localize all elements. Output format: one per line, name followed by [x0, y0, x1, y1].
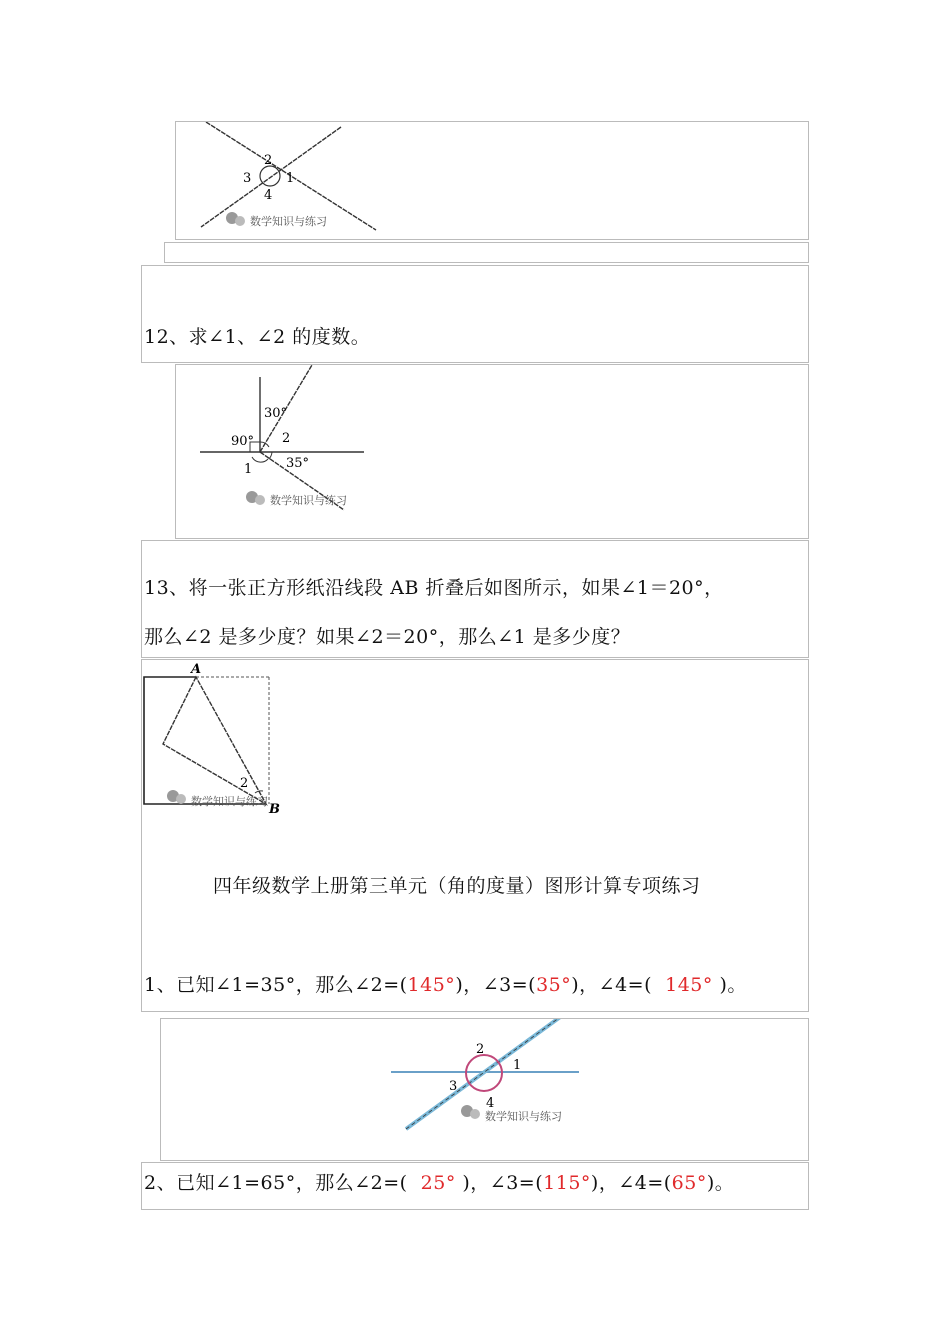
- watermark: 数学知识与练习: [270, 494, 347, 507]
- answer-2-line: [144, 1168, 734, 1195]
- section-title: 四年级数学上册第三单元（角的度量）图形计算专项练习: [213, 875, 701, 897]
- fig-a1-label-3: 3: [449, 1079, 458, 1094]
- watermark: 数学知识与练习: [485, 1110, 562, 1123]
- figure-13-folded-square: [141, 659, 291, 819]
- answer-1-angle-4: 145°: [665, 974, 713, 996]
- fig1-label-2: 2: [264, 153, 273, 168]
- figure-answer-1-lines: [161, 1019, 808, 1160]
- fig12-angle-35: 35°: [286, 456, 310, 471]
- answer-2-angle-3: 115°: [543, 1172, 591, 1194]
- answer-2-mid-2: )，∠4=(: [590, 1172, 672, 1194]
- watermark: 数学知识与练习: [191, 795, 268, 808]
- answer-1-suffix: )。: [719, 974, 747, 996]
- fig13-label-B: B: [269, 802, 280, 817]
- figure-1-box: [175, 121, 809, 240]
- fig-a1-label-1: 1: [513, 1058, 522, 1073]
- fig1-label-3: 3: [243, 171, 252, 186]
- figure-12-diagram: [176, 365, 808, 538]
- figure-1-crossing-lines: [176, 122, 808, 239]
- answer-2-angle-2: 25°: [420, 1172, 456, 1194]
- answer-2-suffix: )。: [706, 1172, 735, 1194]
- answer-1-mid-2: )，∠4=(: [571, 974, 653, 996]
- fig13-label-A: A: [191, 662, 202, 677]
- fig-a1-label-4: 4: [486, 1096, 495, 1111]
- fig13-label-2: 2: [240, 776, 249, 791]
- fig1-label-4: 4: [264, 188, 273, 203]
- figure-answer-1-box: [160, 1018, 809, 1161]
- fig12-angle-90: 90°: [231, 434, 255, 449]
- answer-1-prefix: 1、已知∠1=35°，那么∠2=(: [144, 974, 408, 996]
- question-13-line-1: 13、将一张正方形纸沿线段 AB 折叠后如图所示，如果∠1＝20°，: [144, 577, 724, 599]
- answer-2-angle-4: 65°: [671, 1172, 707, 1194]
- fig1-label-1: 1: [286, 171, 295, 186]
- figure-12-box: [175, 364, 809, 539]
- answer-1-mid-1: )，∠3=(: [455, 974, 537, 996]
- answer-1-line: [144, 970, 747, 997]
- fig12-label-1: 1: [244, 462, 253, 477]
- question-12-text: 12、求∠1、∠2 的度数。: [144, 326, 371, 348]
- question-13-line-2: 那么∠2 是多少度？如果∠2＝20°，那么∠1 是多少度？: [144, 626, 631, 648]
- fig12-label-2: 2: [282, 431, 291, 446]
- answer-1-angle-3: 35°: [536, 974, 572, 996]
- fig-a1-label-2: 2: [476, 1042, 485, 1057]
- watermark: 数学知识与练习: [250, 215, 327, 228]
- answer-2-mid-1: )，∠3=(: [462, 1172, 544, 1194]
- thin-table-row: [164, 242, 809, 263]
- fig12-angle-30: 30°: [264, 406, 288, 421]
- answer-2-prefix: 2、已知∠1=65°，那么∠2=(: [144, 1172, 408, 1194]
- answer-1-angle-2: 145°: [407, 974, 456, 996]
